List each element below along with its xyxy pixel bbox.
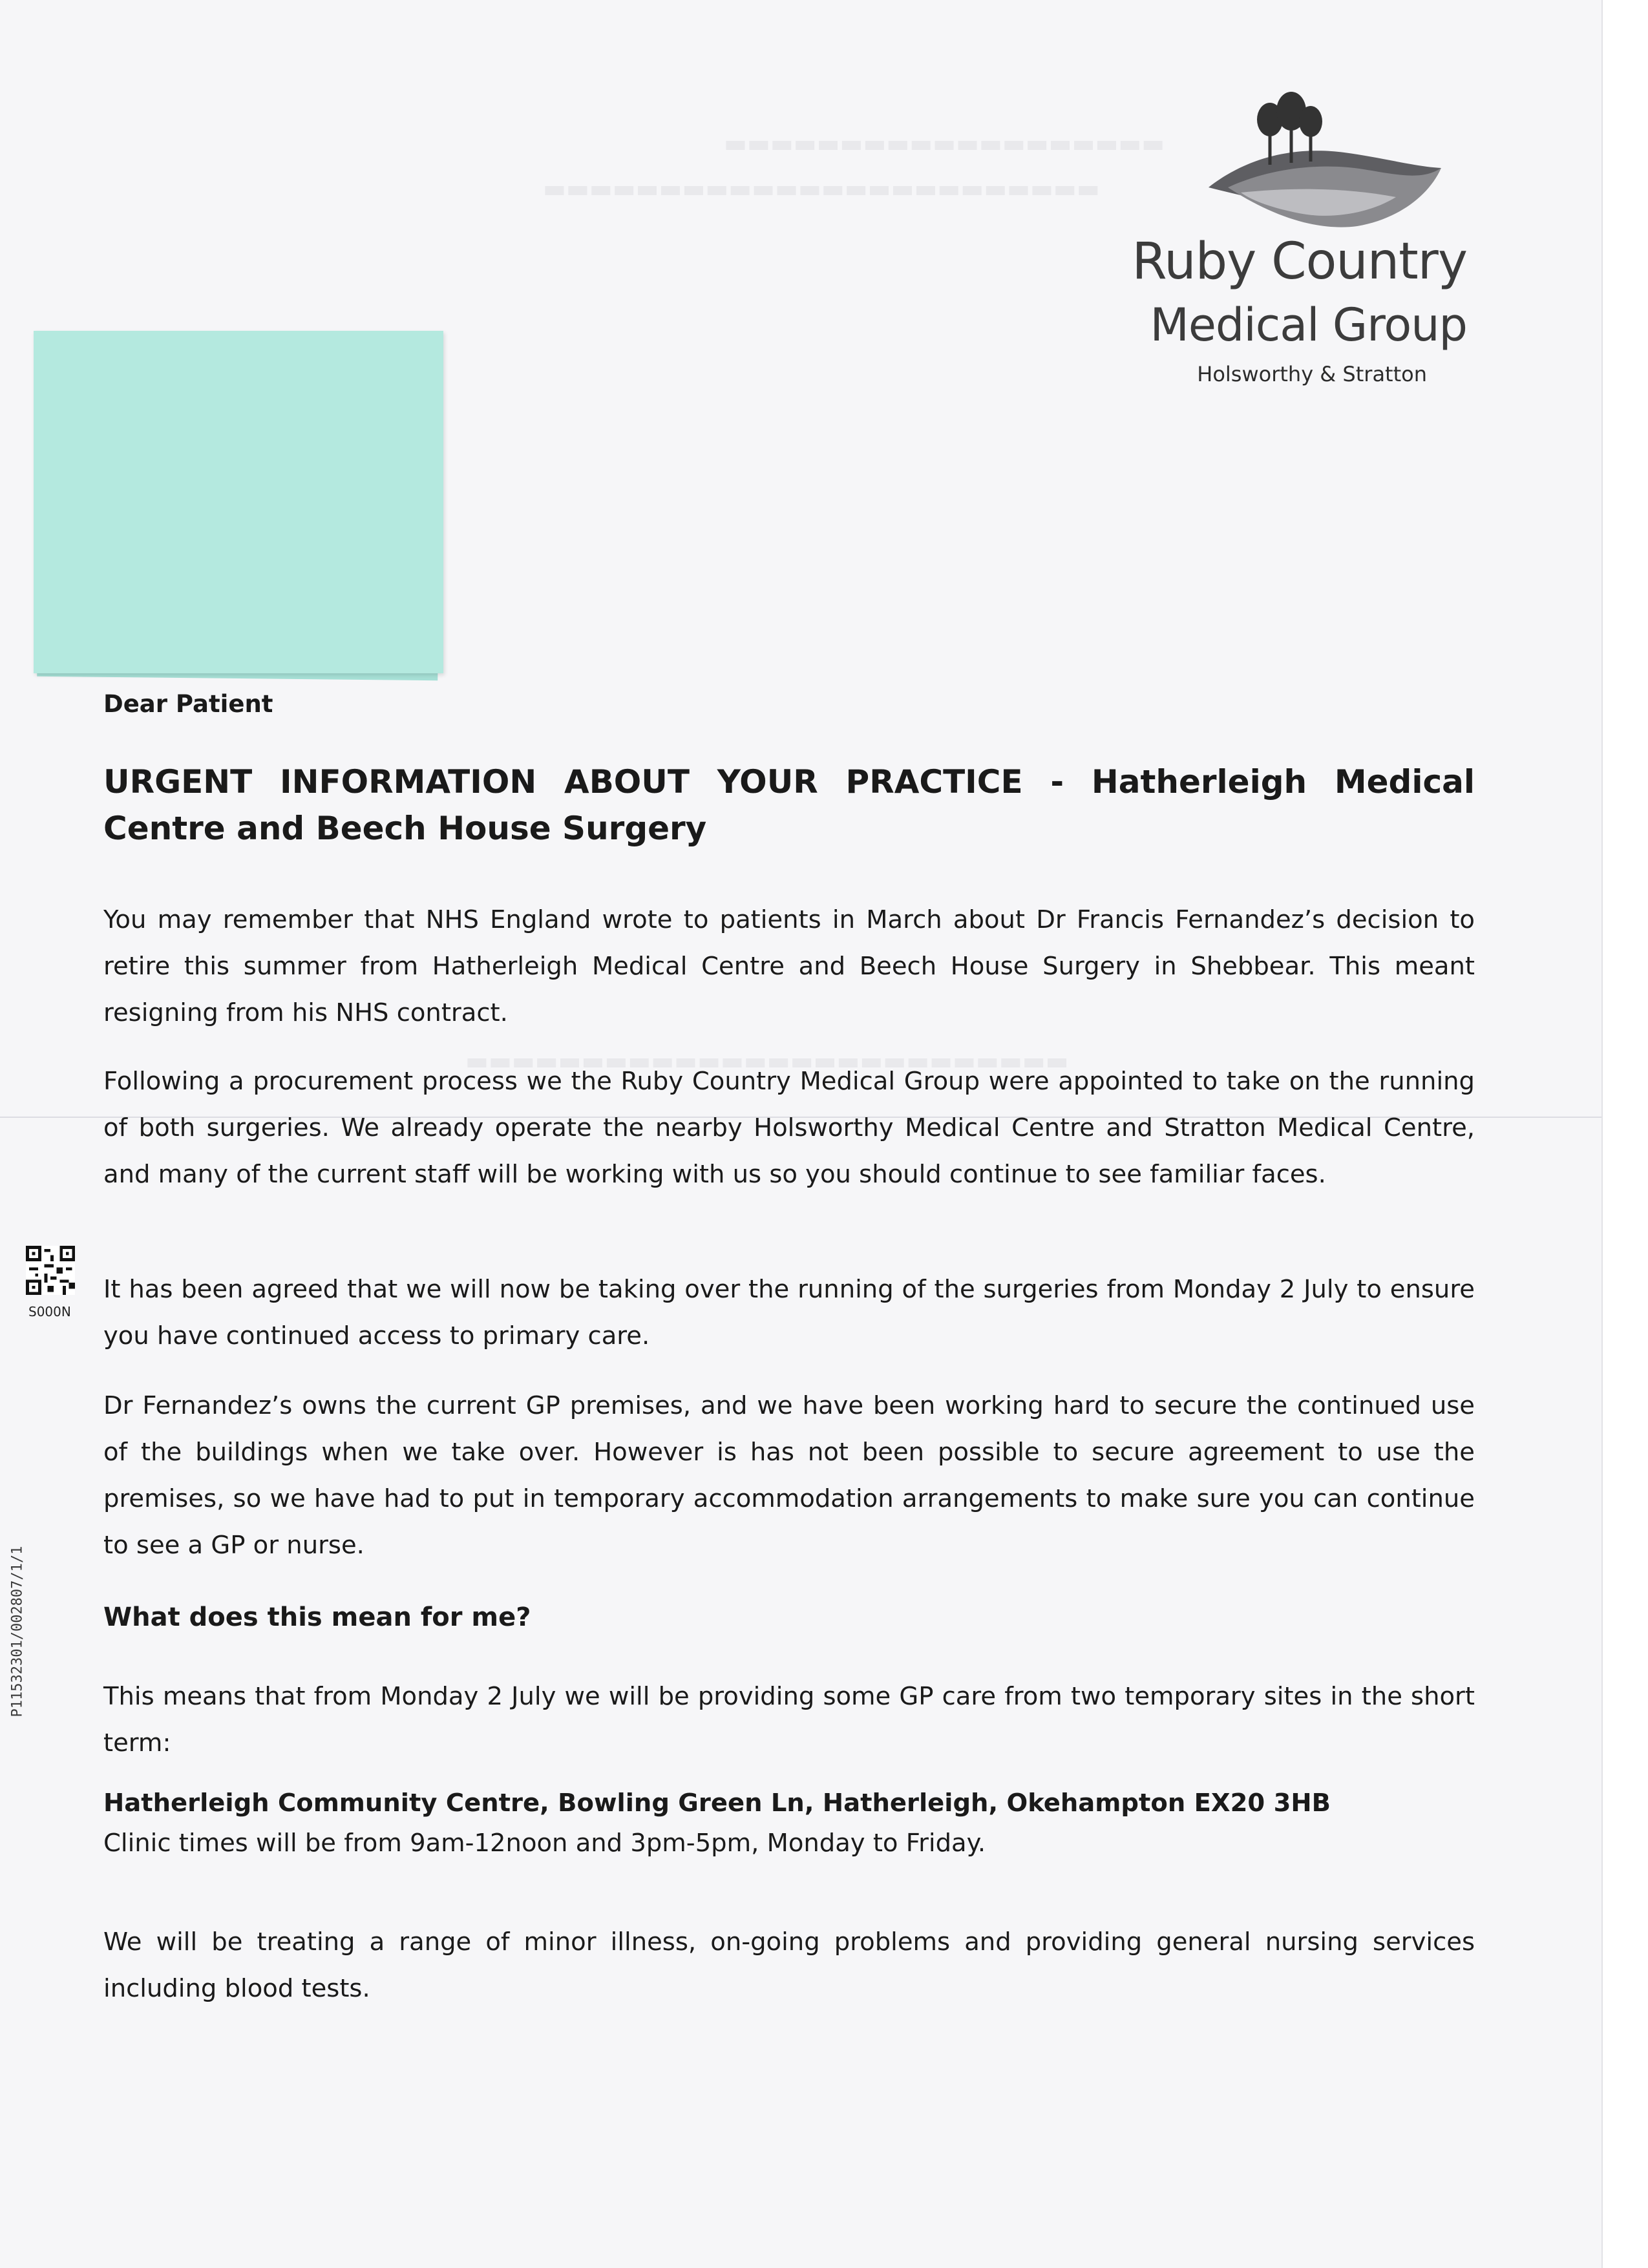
paragraph-services: We will be treating a range of minor illness, on-going problems and providing general nursing services including blood tests. (103, 1927, 1475, 2003)
landscape-logo-icon (1202, 90, 1448, 233)
paragraph-temp-sites: This means that from Monday 2 July we will be providing some GP care from two temporary sites in the short term: (103, 1682, 1475, 1758)
show-through-text: ▬▬▬▬▬▬▬▬▬▬▬▬▬▬▬▬▬▬▬▬▬▬▬▬▬▬ (465, 1047, 1069, 1075)
paragraph-takeover: It has been agreed that we will now be taking over the running of the surgeries from Monday 2 July to ensure you have continued access to primary care. (103, 1275, 1475, 1350)
question-heading: What does this mean for me? (103, 1602, 531, 1632)
page-edge (1601, 0, 1648, 2268)
show-through-text: ▬▬▬▬▬▬▬▬▬▬▬▬▬▬▬▬▬▬▬ (724, 129, 1165, 158)
site-address: Hatherleigh Community Centre, Bowling Green Ln, Hatherleigh, Okehampton EX20 3HB (103, 1789, 1331, 1818)
logo-name-line1: Ruby Country (1132, 233, 1467, 291)
document-id: P11532301/002807/1/1 (9, 1546, 26, 1717)
logo-name-line2: Medical Group (1150, 299, 1467, 352)
ruby-country-logo (1125, 90, 1486, 394)
site-details (103, 1783, 1475, 1864)
paragraph-procurement: Following a procurement process we the Ruby Country Medical Group were appointed to take on the running of both surgeries. We already operate the nearby Holsworthy Medical Centre and Stratton Medical Centre, and many of the current staff will be working with us so you should continue to see familiar faces. (103, 1067, 1475, 1189)
qr-code-icon (26, 1246, 75, 1295)
letter-heading: URGENT INFORMATION ABOUT YOUR PRACTICE - Hatherleigh Medical Centre and Beech House Surgery (103, 763, 1475, 847)
paragraph-premises: Dr Fernandez’s owns the current GP premises, and we have been working hard to secure the continued use of the buildings when we take over. However is has not been possible to secure agreement to use the premises, so we have had to put in temporary accommodation arrangements to make sure you can continue to see a GP or nurse. (103, 1391, 1475, 1560)
paragraph-retirement: You may remember that NHS England wrote to patients in March about Dr Francis Fernandez’s decision to retire this summer from Hatherleigh Medical Centre and Beech House Surgery in Shebbear. This meant resigning from his NHS contract. (103, 905, 1475, 1027)
salutation: Dear Patient (103, 690, 273, 718)
sticky-note (34, 331, 443, 673)
show-through-text: ▬▬▬▬▬▬▬▬▬▬▬▬▬▬▬▬▬▬▬▬▬▬▬▬ (543, 174, 1100, 203)
site-clinic-times: Clinic times will be from 9am-12noon and 3pm-5pm, Monday to Friday. (103, 1829, 986, 1858)
logo-locations: Holsworthy & Stratton (1197, 362, 1427, 386)
qr-label: S000N (28, 1304, 71, 1319)
